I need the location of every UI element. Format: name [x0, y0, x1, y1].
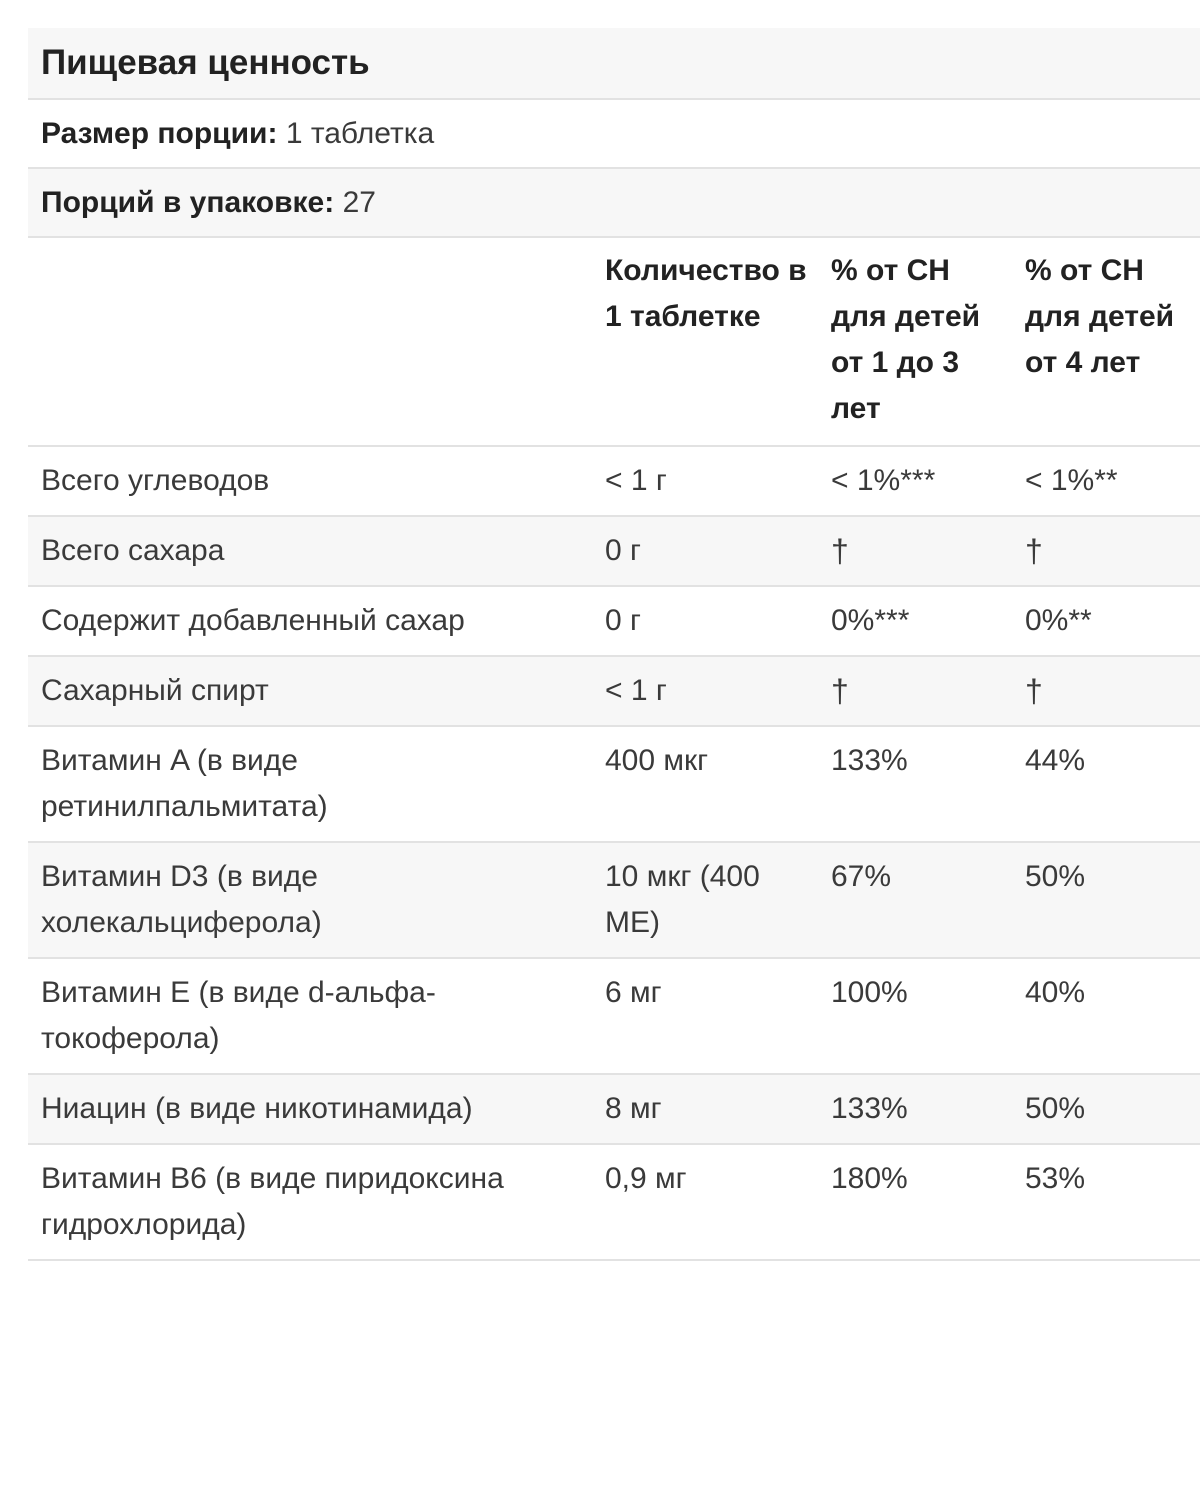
nutrient-dv-4: 44%: [1012, 726, 1200, 842]
nutrient-amount: 8 мг: [592, 1074, 818, 1144]
table-row: [28, 842, 1200, 958]
table-header-row: [28, 238, 1200, 446]
table-row: [28, 516, 1200, 586]
nutrient-dv-1-3: †: [818, 516, 1012, 586]
header-dv-1-3: % от СН для детей от 1 до 3 лет: [818, 238, 1012, 446]
nutrient-amount: 6 мг: [592, 958, 818, 1074]
servings-per-container-value: 27: [342, 185, 376, 219]
nutrient-dv-1-3: < 1%***: [818, 446, 1012, 516]
nutrient-name: Всего сахара: [28, 516, 592, 586]
nutrition-facts-panel: [28, 28, 1200, 1261]
nutrient-name: Витамин B6 (в виде пиридоксина гидрохлорида): [28, 1144, 592, 1260]
nutrient-dv-1-3: 133%: [818, 726, 1012, 842]
nutrient-dv-4: < 1%**: [1012, 446, 1200, 516]
nutrient-name: Сахарный спирт: [28, 656, 592, 726]
header-nutrient: [28, 238, 592, 446]
serving-size-value: 1 таблетка: [285, 116, 435, 150]
serving-size-label: Размер порции:: [41, 116, 278, 150]
nutrient-dv-4: 50%: [1012, 842, 1200, 958]
nutrient-amount: 0 г: [592, 586, 818, 656]
nutrient-name: Содержит добавленный сахар: [28, 586, 592, 656]
nutrient-dv-4: 40%: [1012, 958, 1200, 1074]
nutrients-table: [28, 238, 1200, 1261]
header-dv-4: % от СН для детей от 4 лет: [1012, 238, 1200, 446]
table-row: [28, 1074, 1200, 1144]
panel-title: Пищевая ценность: [41, 43, 370, 82]
table-row: [28, 586, 1200, 656]
nutrient-amount: < 1 г: [592, 446, 818, 516]
table-row: [28, 656, 1200, 726]
table-row: [28, 726, 1200, 842]
nutrient-dv-4: 50%: [1012, 1074, 1200, 1144]
nutrient-dv-1-3: †: [818, 656, 1012, 726]
nutrient-dv-1-3: 180%: [818, 1144, 1012, 1260]
nutrient-dv-4: †: [1012, 516, 1200, 586]
header-amount: Количество в 1 таблетке: [592, 238, 818, 446]
nutrient-amount: 400 мкг: [592, 726, 818, 842]
nutrient-amount: 0 г: [592, 516, 818, 586]
nutrient-name: Всего углеводов: [28, 446, 592, 516]
nutrient-name: Ниацин (в виде никотинамида): [28, 1074, 592, 1144]
nutrient-name: Витамин D3 (в виде холекальциферола): [28, 842, 592, 958]
nutrient-name: Витамин E (в виде d-альфа-токоферола): [28, 958, 592, 1074]
nutrient-dv-1-3: 133%: [818, 1074, 1012, 1144]
title-row: [28, 28, 1200, 100]
nutrient-dv-1-3: 67%: [818, 842, 1012, 958]
nutrient-dv-4: 53%: [1012, 1144, 1200, 1260]
nutrient-amount: 10 мкг (400 МЕ): [592, 842, 818, 958]
nutrient-amount: < 1 г: [592, 656, 818, 726]
servings-per-container-label: Порций в упаковке:: [41, 185, 335, 219]
nutrient-amount: 0,9 мг: [592, 1144, 818, 1260]
serving-size-row: [28, 100, 1200, 169]
table-row: [28, 446, 1200, 516]
nutrient-dv-1-3: 0%***: [818, 586, 1012, 656]
servings-per-container-row: [28, 169, 1200, 238]
nutrient-dv-4: 0%**: [1012, 586, 1200, 656]
nutrient-dv-4: †: [1012, 656, 1200, 726]
nutrient-dv-1-3: 100%: [818, 958, 1012, 1074]
table-row: [28, 958, 1200, 1074]
nutrient-name: Витамин A (в виде ретинилпальмитата): [28, 726, 592, 842]
table-row: [28, 1144, 1200, 1260]
